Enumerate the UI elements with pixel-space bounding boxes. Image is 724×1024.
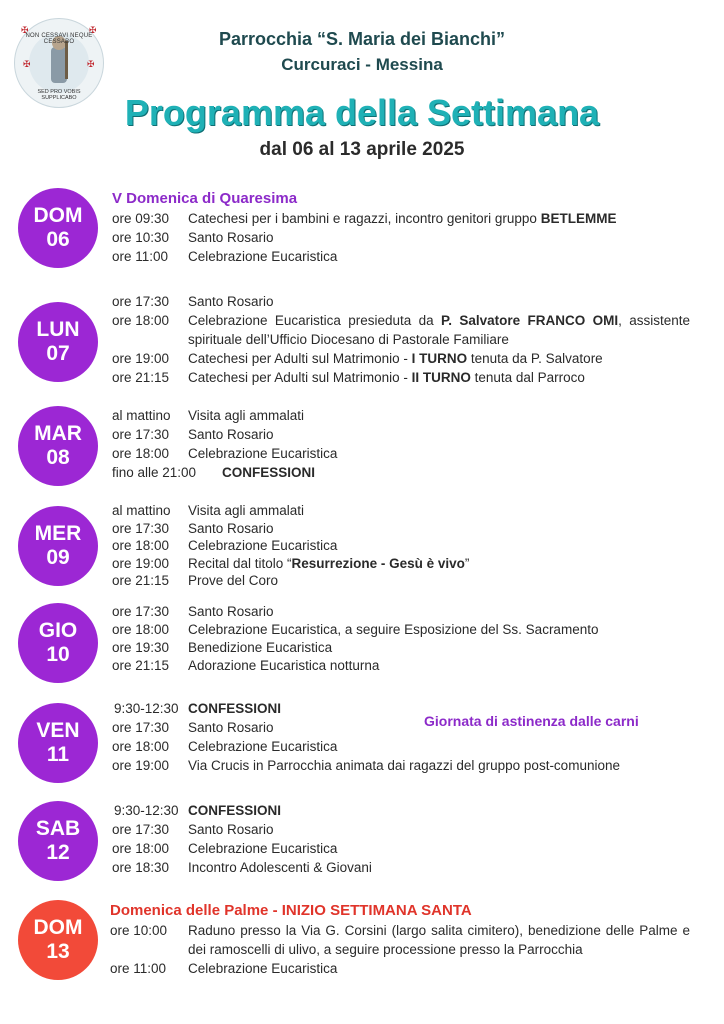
- day-number: 12: [46, 841, 70, 864]
- schedule-row: 9:30-12:30 CONFESSIONI: [114, 803, 282, 818]
- schedule-row: ore 10:00 Raduno presso la Via G. Corsini (largo salita cimitero), benedizione delle Palme e dei ramoscelli di ulivo, a seguire processione presso la Parrocchia: [110, 923, 690, 957]
- day-abbr: MAR: [34, 422, 82, 445]
- schedule-row: ore 21:15 Prove del Coro: [112, 573, 279, 588]
- day-badge: [18, 506, 98, 586]
- schedule-row: ore 17:30 Santo Rosario: [112, 520, 274, 536]
- schedule-list: [110, 921, 690, 978]
- day-badge: [18, 801, 98, 881]
- day-abbr: LUN: [36, 318, 80, 341]
- parish-name: Parrocchia “S. Maria dei Bianchi”: [218, 29, 506, 49]
- schedule-row: ore 21:15 Catechesi per Adulti sul Matrimonio - II TURNO tenuta dal Parroco: [112, 370, 585, 385]
- day-heading: Domenica delle Palme - INIZIO SETTIMANA SANTA: [110, 902, 472, 919]
- day-number: 10: [46, 643, 70, 666]
- schedule-row: ore 10:30 Santo Rosario: [112, 230, 274, 245]
- day-badge: [18, 188, 98, 268]
- day-number: 07: [46, 342, 70, 365]
- day-number: 06: [46, 228, 70, 251]
- schedule-list: [112, 801, 690, 877]
- logo-motto-bottom: SED PRO VOBIS SUPPLICABO: [37, 89, 81, 101]
- day-number: 08: [46, 446, 70, 469]
- schedule-row: 9:30-12:30 CONFESSIONI: [114, 701, 282, 716]
- day-number: 13: [46, 940, 70, 963]
- day-badge: [18, 406, 98, 486]
- schedule-row: ore 18:00 Celebrazione Eucaristica: [112, 538, 338, 553]
- day-abbr: VEN: [36, 719, 80, 742]
- schedule-row: ore 18:00 Celebrazione Eucaristica, a seguire Esposizione del Ss. Sacramento: [112, 622, 599, 637]
- schedule-row: ore 18:00 Celebrazione Eucaristica presieduta da P. Salvatore FRANCO OMI, assistente spirituale dell’Ufficio Diocesano di Pastorale Familiare: [112, 313, 691, 347]
- schedule-row: ore 11:00 Celebrazione Eucaristica: [112, 249, 338, 264]
- svg-text:✠: ✠: [87, 60, 95, 70]
- day-badge: [18, 900, 98, 980]
- schedule-row: al mattino Visita agli ammalati: [112, 408, 305, 423]
- day-heading: V Domenica di Quaresima: [112, 190, 298, 207]
- schedule-row: ore 19:30 Benedizione Eucaristica: [112, 640, 333, 655]
- day-number: 09: [46, 546, 70, 569]
- day-number: 11: [46, 743, 70, 766]
- schedule-list: [112, 699, 690, 775]
- day-badge: [18, 302, 98, 382]
- schedule-row: ore 11:00 Celebrazione Eucaristica: [110, 961, 338, 976]
- page-subtitle: dal 06 al 13 aprile 2025: [259, 139, 465, 160]
- day-badge: [18, 603, 98, 683]
- svg-text:✠: ✠: [89, 26, 97, 36]
- schedule-row: ore 17:30 Santo Rosario: [112, 720, 274, 735]
- schedule-list: [112, 603, 690, 675]
- schedule-row: ore 18:00 Celebrazione Eucaristica: [112, 739, 338, 754]
- schedule-row: ore 21:15 Adorazione Eucaristica notturna: [112, 658, 380, 673]
- header: [0, 26, 724, 78]
- day-abbr: SAB: [35, 817, 81, 840]
- schedule-row: ore 19:00 Via Crucis in Parrocchia animata dai ragazzi del gruppo post-comunione: [112, 758, 620, 773]
- page-title: Programma della Settimana: [124, 92, 600, 133]
- schedule-row: ore 18:00 Celebrazione Eucaristica: [112, 446, 338, 461]
- svg-text:✠: ✠: [21, 26, 29, 36]
- schedule-row: ore 18:00 Celebrazione Eucaristica: [112, 841, 338, 856]
- day-badge: [18, 703, 98, 783]
- schedule-row: ore 19:00 Catechesi per Adulti sul Matrimonio - I TURNO tenuta da P. Salvatore: [112, 351, 603, 366]
- day-abbr: MER: [34, 522, 82, 545]
- schedule-row: ore 18:30 Incontro Adolescenti & Giovani: [112, 860, 372, 875]
- logo-motto-top: NON CESSAVI NEQUE CESSABO: [25, 33, 93, 45]
- schedule-list: [112, 209, 690, 266]
- day-abbr: GIO: [38, 619, 78, 642]
- parish-place: Curcuraci - Messina: [281, 55, 443, 74]
- schedule-row: ore 17:30 Santo Rosario: [112, 604, 274, 619]
- svg-text:✠: ✠: [23, 60, 31, 70]
- day-abbr: DOM: [33, 916, 83, 939]
- schedule-row: ore 09:30 Catechesi per i bambini e ragazzi, incontro genitori gruppo BETLEMME: [112, 211, 617, 226]
- schedule-row: ore 17:30 Santo Rosario: [112, 427, 274, 442]
- schedule-row: ore 17:30 Santo Rosario: [112, 294, 274, 309]
- schedule-list: [112, 406, 690, 482]
- day-abbr: DOM: [33, 204, 83, 227]
- schedule-list: [112, 292, 690, 387]
- schedule-row: fino alle 21:00 CONFESSIONI: [112, 465, 316, 480]
- abstinence-note: Giornata di astinenza dalle carni: [424, 713, 639, 729]
- schedule-row: ore 17:30 Santo Rosario: [112, 822, 274, 837]
- schedule-list: [112, 502, 690, 590]
- schedule-row: ore 19:00 Recital dal titolo “Resurrezione - Gesù è vivo”: [112, 555, 470, 571]
- schedule-row: al mattino Visita agli ammalati: [112, 503, 305, 518]
